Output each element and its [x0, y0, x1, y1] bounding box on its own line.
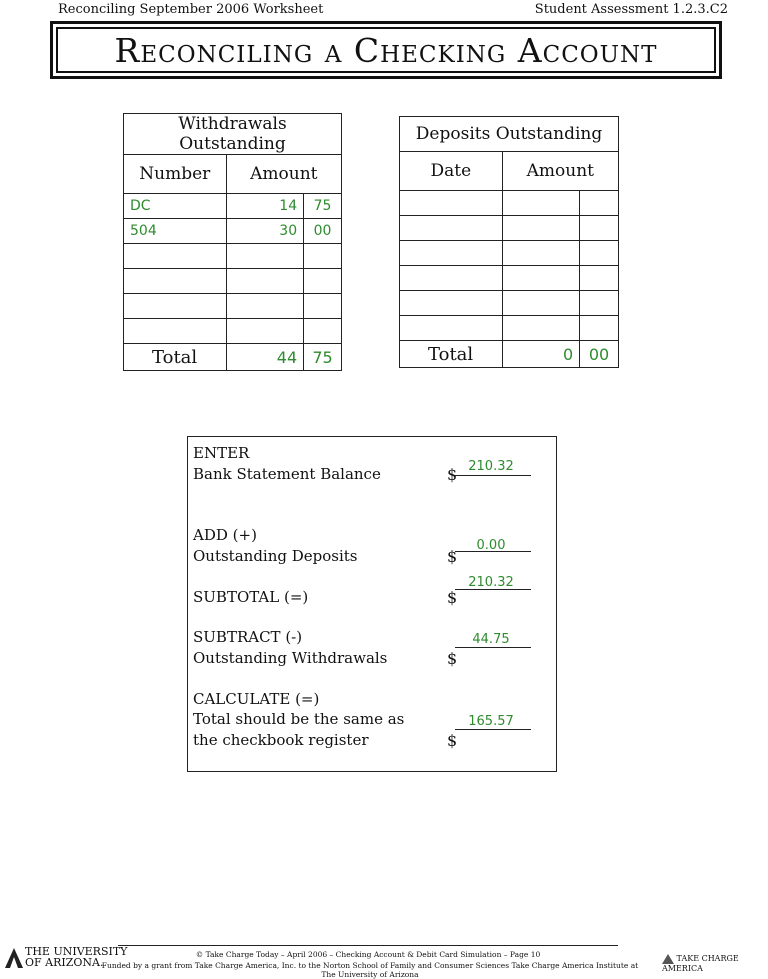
footer-rule: [118, 945, 618, 946]
footer-copyright: © Take Charge Today – April 2006 – Checking Account & Debit Card Simulation – Page 10: [195, 950, 541, 959]
table-row: [124, 269, 342, 294]
answer-line: [455, 475, 531, 476]
amount-header: Amount: [226, 155, 341, 194]
table-row: [400, 291, 619, 316]
dollar-sign: $: [447, 649, 458, 668]
withdrawals-title: Withdrawals Outstanding: [124, 114, 342, 155]
table-row: [124, 319, 342, 344]
tca-arrow-icon: [662, 954, 674, 964]
check-number: DC: [124, 194, 227, 219]
title-banner: [50, 21, 722, 79]
table-row: [400, 216, 619, 241]
total-dollars: 44: [226, 344, 304, 371]
outstanding-deposits-label: Outstanding Deposits: [193, 547, 358, 565]
university-a-icon: [5, 948, 23, 968]
date-header: Date: [400, 152, 503, 191]
tca-text: TAKE CHARGE AMERICA: [662, 954, 739, 973]
ua-line2: OF ARIZONA.: [25, 956, 104, 969]
table-row: [124, 194, 342, 219]
subtract-label: SUBTRACT (-): [193, 628, 303, 646]
total-cents: 00: [580, 341, 619, 368]
answer-line: [455, 647, 531, 648]
amount-cents: 75: [304, 194, 342, 219]
final-total-value: 165.57: [468, 714, 514, 729]
check-number: 504: [124, 219, 227, 244]
take-charge-logo: [662, 954, 768, 973]
number-header: Number: [124, 155, 227, 194]
total-label: Total: [124, 344, 227, 371]
outstanding-withdrawals-value: 44.75: [472, 632, 510, 647]
deposits-table: [399, 116, 619, 368]
calculate-label: CALCULATE (=): [193, 690, 320, 708]
worksheet-title: Reconciling September 2006 Worksheet: [58, 2, 324, 17]
answer-line: [455, 551, 531, 552]
dollar-sign: $: [447, 588, 458, 607]
total-row: [400, 341, 619, 368]
dollar-sign: $: [447, 731, 458, 750]
enter-label: ENTER: [193, 444, 250, 462]
ua-line1: THE UNIVERSITY: [25, 945, 128, 958]
assessment-code: Student Assessment 1.2.3.C2: [534, 2, 728, 17]
dollar-sign: $: [447, 547, 458, 566]
outstanding-withdrawals-label: Outstanding Withdrawals: [193, 649, 388, 667]
subtotal-label: SUBTOTAL (=): [193, 588, 309, 606]
page-title: Reconciling a Checking Account: [56, 27, 716, 73]
table-row: [124, 219, 342, 244]
withdrawals-table: [123, 113, 342, 371]
answer-line: [455, 729, 531, 730]
dollar-sign: $: [447, 465, 458, 484]
bank-balance-label: Bank Statement Balance: [193, 465, 381, 483]
total-dollars: 0: [502, 341, 580, 368]
table-row: [400, 266, 619, 291]
total-row: [124, 344, 342, 371]
table-row: [400, 316, 619, 341]
amount-dollars: 30: [226, 219, 304, 244]
deposits-title: Deposits Outstanding: [400, 117, 619, 152]
table-row: [124, 244, 342, 269]
subtotal-value: 210.32: [468, 575, 514, 590]
amount-cents: 00: [304, 219, 342, 244]
bank-balance-value: 210.32: [468, 459, 514, 474]
total-line1: Total should be the same as: [193, 710, 405, 728]
answer-line: [455, 589, 531, 590]
outstanding-deposits-value: 0.00: [476, 538, 506, 553]
footer-funding: Funded by a grant from Take Charge America, Inc. to the Norton School of Family and Consumer Sciences Take Charge America Institute at The University of Arizona: [101, 961, 639, 979]
add-label: ADD (+): [193, 526, 257, 544]
table-row: [400, 191, 619, 216]
table-row: [400, 241, 619, 266]
amount-header: Amount: [502, 152, 618, 191]
total-label: Total: [400, 341, 503, 368]
table-row: [124, 294, 342, 319]
amount-dollars: 14: [226, 194, 304, 219]
total-cents: 75: [304, 344, 342, 371]
total-line2: the checkbook register: [193, 731, 369, 749]
